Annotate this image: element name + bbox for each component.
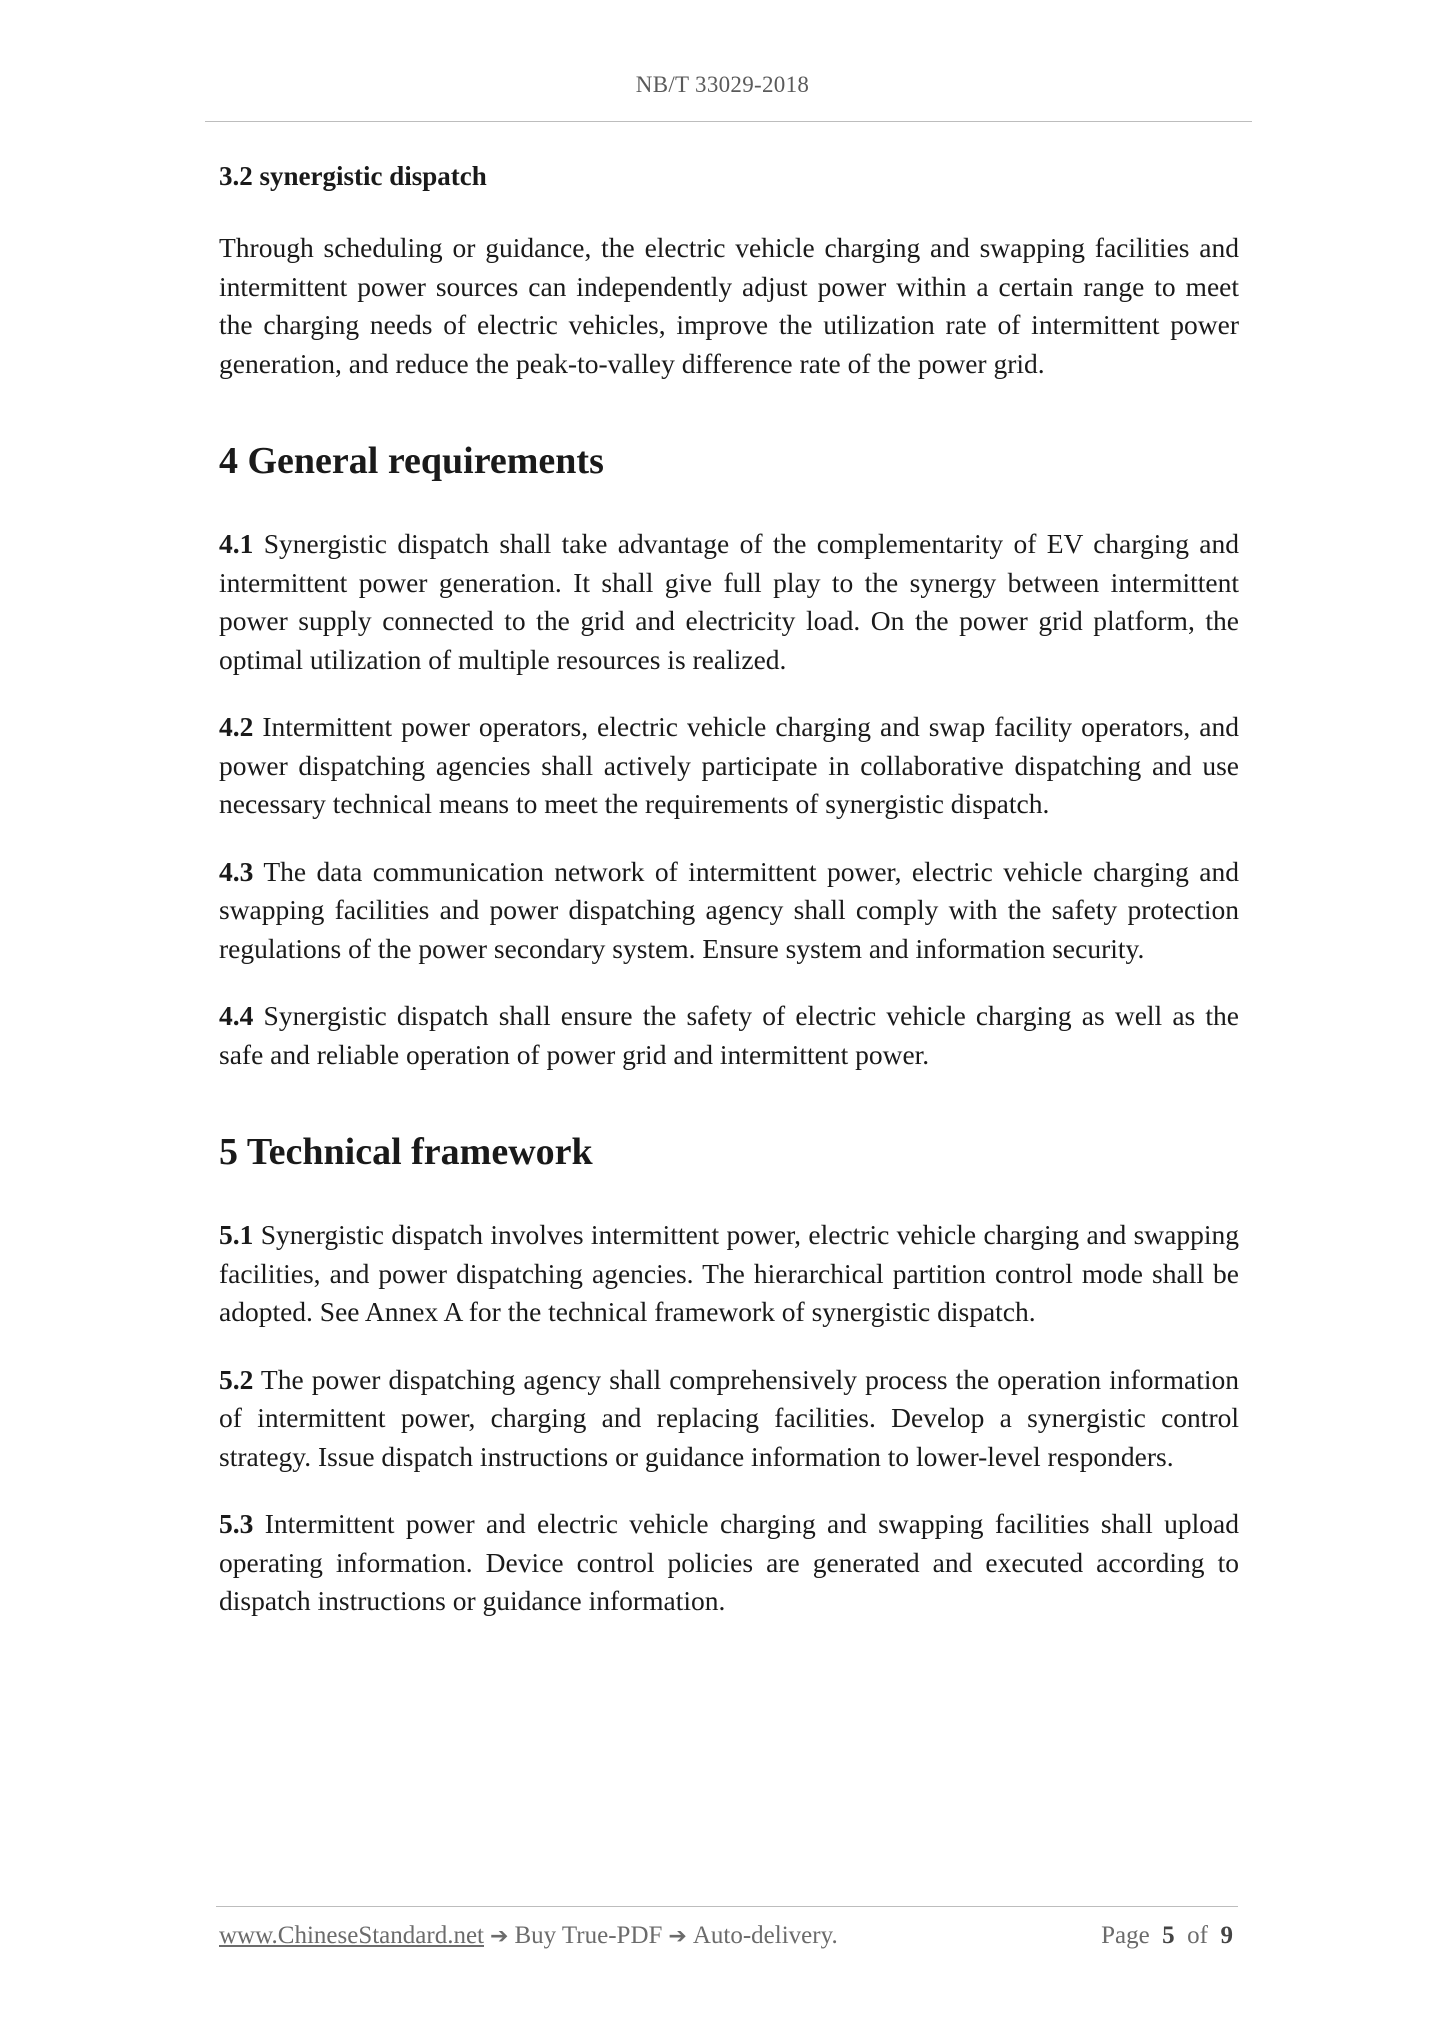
- section-4-heading: 4 General requirements: [219, 440, 604, 482]
- arrow-right-icon: ➔: [668, 1924, 687, 1949]
- page-word: Page: [1101, 1922, 1150, 1949]
- site-link[interactable]: www.ChineseStandard.net: [219, 1922, 484, 1949]
- clause-4-4: [219, 997, 1239, 1074]
- clause-text: Synergistic dispatch involves intermittent power, electric vehicle charging and swapping facilities, and power dispatching agencies. The hierarchical partition control mode shall be adopted. See Annex A for the technical framework of synergistic dispatch.: [219, 1219, 1239, 1327]
- clause-number: 5.2: [219, 1363, 254, 1395]
- section-5-heading: 5 Technical framework: [219, 1131, 593, 1173]
- arrow-right-icon: ➔: [490, 1924, 509, 1949]
- page-current: 5: [1162, 1922, 1175, 1949]
- document-body: [219, 157, 1239, 1650]
- clause-text: The data communication network of intermittent power, electric vehicle charging and swapping facilities and power dispatching agency shall comply with the safety protection regulations of the power secondary system. Ensure system and information security.: [219, 855, 1239, 964]
- buy-true-pdf-text: Buy True-PDF: [514, 1922, 663, 1949]
- header-divider: [205, 121, 1252, 122]
- clause-4-3: [219, 853, 1239, 969]
- document-footer: [219, 1922, 1233, 1950]
- clause-4-1: [219, 525, 1239, 679]
- clause-text: The power dispatching agency shall comprehensively process the operation information of intermittent power, charging and replacing facilities. Develop a synergistic control strategy. Issue dispatch instructions or guidance information to lower-level responders.: [219, 1363, 1239, 1472]
- clause-3-2-heading: 3.2 synergistic dispatch: [219, 161, 487, 191]
- clause-4-2: [219, 708, 1239, 824]
- clause-number: 4.3: [219, 855, 254, 887]
- clause-5-1: [219, 1216, 1239, 1332]
- clause-number: 5.3: [219, 1508, 254, 1539]
- document-header: NB/T 33029-2018: [635, 72, 810, 97]
- clause-number: 4.4: [219, 1000, 254, 1031]
- clause-5-3: [219, 1505, 1239, 1621]
- clause-text: Intermittent power and electric vehicle charging and swapping facilities shall upload operating information. Device control policies are generated and executed according to dispatch instructions or guidance information.: [219, 1508, 1239, 1616]
- clause-3-2-text: Through scheduling or guidance, the electric vehicle charging and swapping facilities and intermittent power sources can independently adjust power within a certain range to meet the charging needs of electric vehicles, improve the utilization rate of intermittent power generation, and reduce the peak-to-valley difference rate of the power grid.: [219, 232, 1239, 379]
- clause-5-2: [219, 1361, 1239, 1477]
- clause-text: Intermittent power operators, electric vehicle charging and swap facility operators, and power dispatching agencies shall actively participate in collaborative dispatching and use necessary technical means to meet the requirements of synergistic dispatch.: [219, 711, 1239, 819]
- page-of: of: [1187, 1922, 1208, 1949]
- page-indicator: [1101, 1922, 1233, 1950]
- clause-number: 4.2: [219, 711, 254, 742]
- clause-number: 4.1: [219, 528, 254, 559]
- page-total: 9: [1220, 1922, 1233, 1949]
- clause-text: Synergistic dispatch shall take advantage of the complementarity of EV charging and intermittent power generation. It shall give full play to the synergy between intermittent power supply connected to the grid and electricity load. On the power grid platform, the optimal utilization of multiple resources is realized.: [219, 528, 1239, 675]
- clause-text: Synergistic dispatch shall ensure the safety of electric vehicle charging as well as the safe and reliable operation of power grid and intermittent power.: [219, 1000, 1239, 1070]
- auto-delivery-text: Auto-delivery.: [692, 1922, 838, 1949]
- footer-divider: [216, 1906, 1238, 1907]
- clause-number: 5.1: [219, 1219, 254, 1250]
